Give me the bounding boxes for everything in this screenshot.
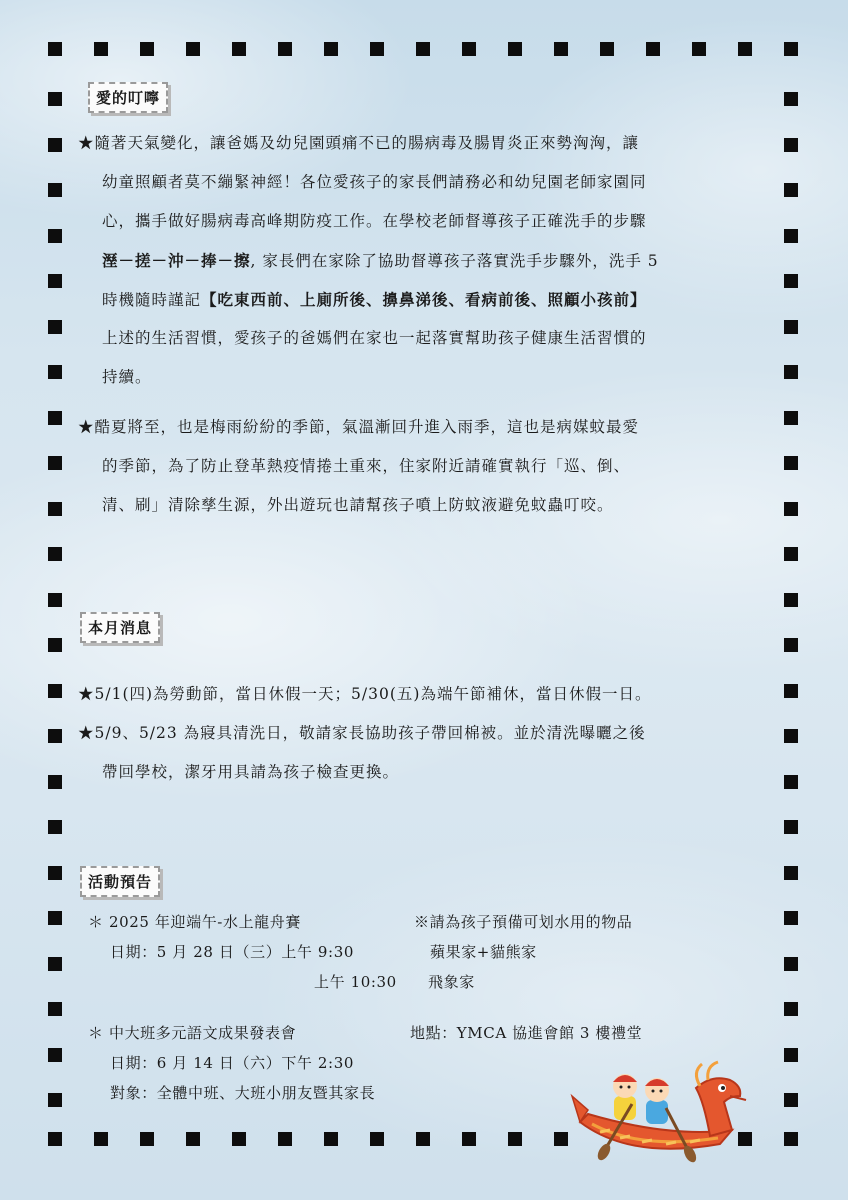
- border-square: [416, 42, 430, 56]
- dragon-boat-illustration-icon: [570, 1052, 750, 1164]
- text-line: [78, 280, 768, 319]
- border-square: [48, 456, 62, 470]
- border-square: [784, 365, 798, 379]
- activity-note: ※請為孩子預備可划水用的物品: [414, 913, 633, 931]
- news-item-continued: 帶回學校，潔牙用具請為孩子檢查更換。: [102, 763, 400, 781]
- border-square: [784, 411, 798, 425]
- section-heading-monthly-news: 本月消息: [80, 612, 160, 643]
- border-square: [48, 411, 62, 425]
- love-reminder-paragraph-2: [78, 408, 768, 525]
- border-square: [48, 957, 62, 971]
- border-square: [508, 1132, 522, 1146]
- border-square: [784, 1093, 798, 1107]
- border-square: [48, 1048, 62, 1062]
- border-square: [784, 42, 798, 56]
- border-square: [48, 502, 62, 516]
- activity-time: 上午 10:30: [314, 973, 397, 991]
- border-square: [416, 1132, 430, 1146]
- text-line: 清、刷」清除孳生源，外出遊玩也請幫孩子噴上防蚊液避免蚊蟲叮咬。: [102, 496, 614, 514]
- border-square: [462, 1132, 476, 1146]
- border-square: [784, 183, 798, 197]
- border-square: [784, 1132, 798, 1146]
- border-square: [48, 593, 62, 607]
- border-square: [784, 911, 798, 925]
- border-square: [48, 42, 62, 56]
- handwash-timings: 【吃東西前、上廁所後、擤鼻涕後、看病前後、照顧小孩前】: [201, 290, 647, 309]
- activity-title: ＊ 中大班多元語文成果發表會: [88, 1024, 297, 1042]
- border-square: [784, 92, 798, 106]
- border-square: [646, 42, 660, 56]
- border-square: [784, 547, 798, 561]
- border-square: [48, 229, 62, 243]
- activity-class: 蘋果家+貓熊家: [430, 943, 537, 961]
- border-square: [48, 92, 62, 106]
- border-square: [784, 320, 798, 334]
- border-square: [48, 183, 62, 197]
- activity-line: [88, 1018, 728, 1048]
- activity-line: [88, 937, 728, 967]
- border-square: [784, 820, 798, 834]
- text-line: 幼童照顧者莫不繃緊神經！各位愛孩子的家長們請務必和幼兒園老師家園同: [102, 173, 647, 191]
- text-line: [78, 241, 768, 280]
- border-square: [186, 42, 200, 56]
- activity-audience: 對象：全體中班、大班小朋友暨其家長: [110, 1084, 376, 1102]
- border-square: [370, 1132, 384, 1146]
- border-square: [48, 684, 62, 698]
- border-square: [48, 820, 62, 834]
- news-item: ★5/1(四)為勞動節，當日休假一天；5/30(五)為端午節補休，當日休假一日。: [78, 685, 652, 703]
- border-square: [784, 456, 798, 470]
- border-square: [784, 957, 798, 971]
- border-square: [370, 42, 384, 56]
- text-line: 的季節，為了防止登革熱疫情捲土重來，住家附近請確實執行「巡、倒、: [102, 457, 631, 475]
- border-square: [508, 42, 522, 56]
- border-square: [186, 1132, 200, 1146]
- border-square: [278, 42, 292, 56]
- border-square: [784, 775, 798, 789]
- border-square: [784, 866, 798, 880]
- border-square: [784, 1002, 798, 1016]
- border-square: [48, 1002, 62, 1016]
- border-square: [140, 1132, 154, 1146]
- border-square: [48, 1132, 62, 1146]
- border-square: [48, 138, 62, 152]
- love-reminder-paragraph-1: [78, 124, 768, 397]
- activity-class: 飛象家: [428, 973, 475, 991]
- monthly-news-list: [78, 675, 778, 792]
- border-square: [48, 729, 62, 743]
- border-square: [784, 593, 798, 607]
- border-square: [232, 1132, 246, 1146]
- border-square: [140, 42, 154, 56]
- text-span: 時機隨時謹記: [102, 291, 202, 309]
- border-square: [784, 229, 798, 243]
- border-square: [600, 42, 614, 56]
- border-square: [692, 42, 706, 56]
- text-line: ★隨著天氣變化，讓爸媽及幼兒園頭痛不已的腸病毒及腸胃炎正來勢洶洶，讓: [78, 134, 640, 152]
- border-square: [784, 274, 798, 288]
- activity-line: [88, 967, 728, 997]
- border-square: [462, 42, 476, 56]
- border-square: [784, 502, 798, 516]
- text-line: 持續。: [102, 368, 152, 386]
- border-square: [784, 729, 798, 743]
- news-item: ★5/9、5/23 為寢具清洗日，敬請家長協助孩子帶回棉被。並於清洗曝曬之後: [78, 724, 646, 742]
- border-square: [324, 1132, 338, 1146]
- border-square: [554, 1132, 568, 1146]
- border-square: [48, 365, 62, 379]
- section-heading-love-reminder: 愛的叮嚀: [88, 82, 168, 113]
- border-square: [48, 547, 62, 561]
- border-square: [48, 911, 62, 925]
- border-square: [784, 684, 798, 698]
- border-square: [232, 42, 246, 56]
- border-square: [48, 638, 62, 652]
- border-square: [94, 1132, 108, 1146]
- border-square: [738, 42, 752, 56]
- border-square: [554, 42, 568, 56]
- text-span: , 家長們在家除了協助督導孩子落實洗手步驟外，洗手 5: [250, 252, 659, 270]
- activity-location: 地點：YMCA 協進會館 3 樓禮堂: [410, 1024, 643, 1042]
- border-square: [48, 866, 62, 880]
- border-square: [48, 775, 62, 789]
- border-square: [784, 638, 798, 652]
- activity-date: 日期：5 月 28 日（三）上午 9:30: [110, 943, 354, 961]
- section-heading-activities: 活動預告: [80, 866, 160, 897]
- border-square: [324, 42, 338, 56]
- activity-title: ＊ 2025 年迎端午-水上龍舟賽: [88, 913, 301, 931]
- border-square: [48, 274, 62, 288]
- border-square: [784, 138, 798, 152]
- text-line: 心，攜手做好腸病毒高峰期防疫工作。在學校老師督導孩子正確洗手的步驟: [102, 212, 647, 230]
- handwash-steps: 溼－搓－沖－捧－擦: [102, 251, 251, 270]
- text-line: ★酷夏將至，也是梅雨紛紛的季節，氣溫漸回升進入雨季，這也是病媒蚊最愛: [78, 418, 640, 436]
- border-square: [278, 1132, 292, 1146]
- activity-dragon-boat: [88, 907, 728, 997]
- activity-line: [88, 907, 728, 937]
- border-square: [784, 1048, 798, 1062]
- border-square: [48, 320, 62, 334]
- border-square: [48, 1093, 62, 1107]
- activity-date: 日期：6 月 14 日（六）下午 2:30: [110, 1054, 354, 1072]
- border-square: [94, 42, 108, 56]
- text-line: 上述的生活習慣，愛孩子的爸媽們在家也一起落實幫助孩子健康生活習慣的: [102, 329, 647, 347]
